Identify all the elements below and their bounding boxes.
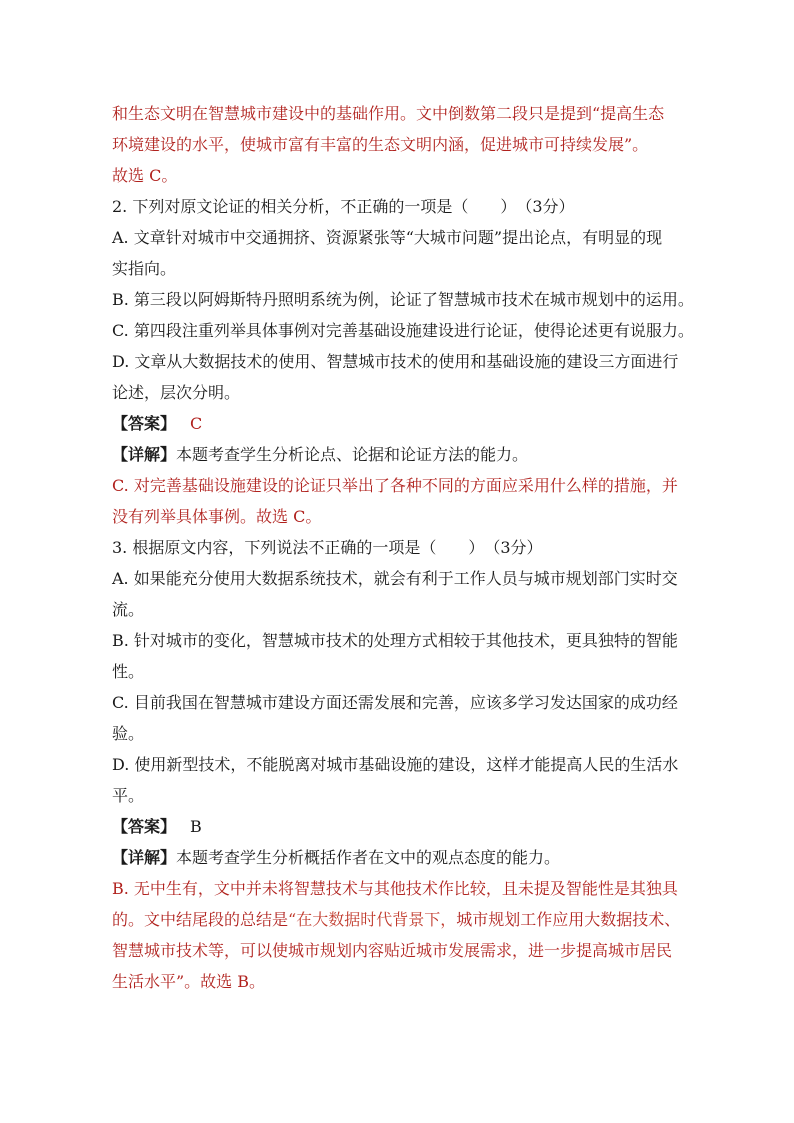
q3-option-a-line-1: A. 如果能充分使用大数据系统技术，就会有利于工作人员与城市规划部门实时交 xyxy=(112,569,678,588)
q2-option-c: C. 第四段注重列举具体事例对完善基础设施建设进行论证，使得论述更有说服力。 xyxy=(112,321,694,340)
q2-option-d-line-2: 论述，层次分明。 xyxy=(112,383,241,402)
q2-detail-text: 本题考查学生分析论点、论据和论证方法的能力。 xyxy=(176,445,529,464)
q3-answer-label: 【答案】 xyxy=(112,817,177,836)
q2-stem: 2. 下列对原文论证的相关分析，不正确的一项是（ ） （3分） xyxy=(112,197,575,216)
q3-stem: 3. 根据原文内容，下列说法不正确的一项是（ ） （3分） xyxy=(112,538,543,557)
q2-option-a-line-2: 实指向。 xyxy=(112,259,177,278)
q2-option-d-line-1: D. 文章从大数据技术的使用、智慧城市技术的使用和基础设施的建设三方面进行 xyxy=(112,352,679,371)
q3-detail-label: 【详解】 xyxy=(112,848,177,867)
q1-explanation-line-2: 环境建设的水平，使城市富有丰富的生态文明内涵，促进城市可持续发展”。 xyxy=(112,135,649,154)
q3-explanation-line-1: B. 无中生有，文中并未将智慧技术与其他技术作比较，且未提及智能性是其独具 xyxy=(112,879,678,898)
q1-answer-choice: 故选 C。 xyxy=(112,166,178,185)
q3-explanation-line-2 xyxy=(112,904,687,935)
q2-answer-label: 【答案】 xyxy=(112,414,177,433)
document-page xyxy=(112,98,694,997)
q2-detail-label: 【详解】 xyxy=(112,445,177,464)
q3-option-b-line-1: B. 针对城市的变化，智慧城市技术的处理方式相较于其他技术，更具独特的智能 xyxy=(112,631,678,650)
q3-detail-text: 本题考查学生分析概括作者在文中的观点态度的能力。 xyxy=(176,848,561,867)
q2-explanation-line-1: C. 对完善基础设施建设的论证只举出了各种不同的方面应采用什么样的措施，并 xyxy=(112,476,678,495)
q3-option-d-line-2: 平。 xyxy=(112,786,145,805)
q2-answer xyxy=(112,408,687,439)
q3-explanation-line-2-part-1: 的。文中结尾段的总结是 xyxy=(112,910,289,929)
q3-explanation-line-4: 生活水平”。故选 B。 xyxy=(112,972,266,991)
q3-explanation-line-3: 智慧城市技术等，可以使城市规划内容贴近城市发展需求，进一步提高城市居民 xyxy=(112,941,673,960)
q3-option-b-line-2: 性。 xyxy=(112,662,145,681)
q1-explanation-line-1: 和生态文明在智慧城市建设中的基础作用。文中倒数第二段只是提到“提高生态 xyxy=(112,104,665,123)
q2-explanation-line-2: 没有列举具体事例。故选 C。 xyxy=(112,507,322,526)
q2-answer-value: C xyxy=(190,414,203,433)
q3-answer-value: B xyxy=(190,817,202,836)
q3-option-c-line-1: C. 目前我国在智慧城市建设方面还需发展和完善，应该多学习发达国家的成功经 xyxy=(112,693,678,712)
q3-explanation-line-2-part-3: 城市规划工作应用大数据技术、 xyxy=(456,910,681,929)
q3-answer xyxy=(112,811,687,842)
q2-detail xyxy=(112,439,687,470)
q2-option-a-line-1: A. 文章针对城市中交通拥挤、资源紧张等“大城市问题”提出论点，有明显的现 xyxy=(112,228,663,247)
q3-explanation-line-2-quote-start: “在大数据时代背景下， xyxy=(288,910,457,929)
q2-option-b: B. 第三段以阿姆斯特丹照明系统为例，论证了智慧城市技术在城市规划中的运用。 xyxy=(112,290,694,309)
q3-option-a-line-2: 流。 xyxy=(112,600,145,619)
q3-option-d-line-1: D. 使用新型技术，不能脱离对城市基础设施的建设，这样才能提高人民的生活水 xyxy=(112,755,679,774)
q3-option-c-line-2: 验。 xyxy=(112,724,145,743)
q3-detail xyxy=(112,842,687,873)
